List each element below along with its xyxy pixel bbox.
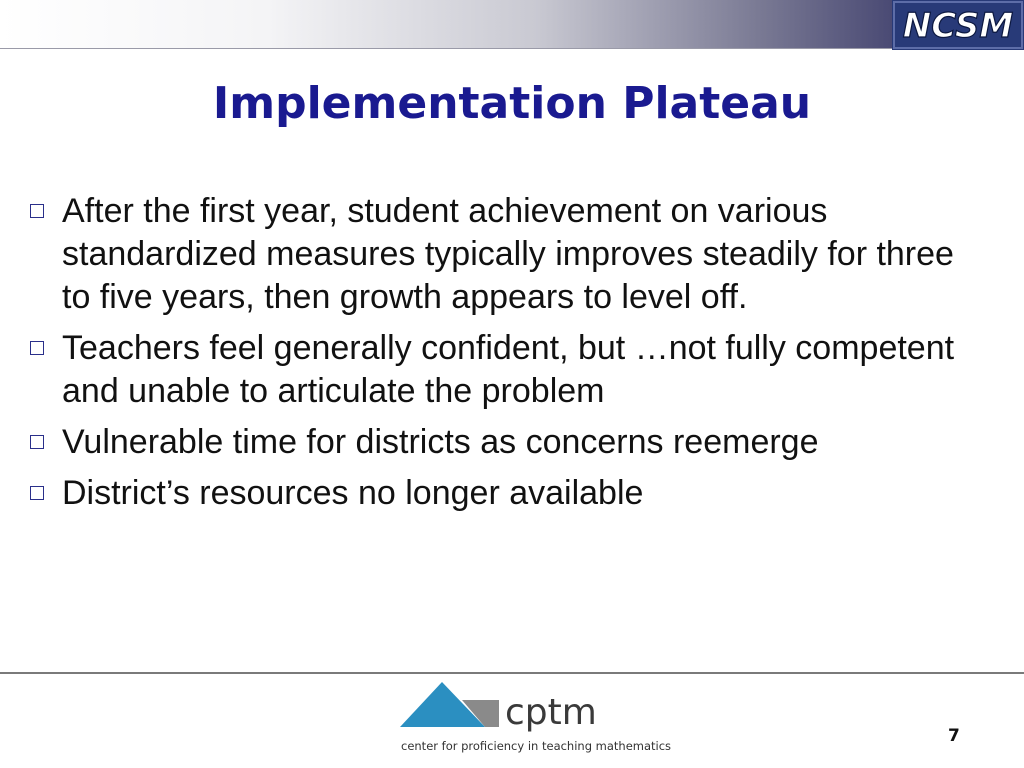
- square-bullet-icon: [30, 204, 44, 218]
- cptm-tagline: center for proficiency in teaching mathematics: [401, 739, 672, 753]
- square-bullet-icon: [30, 341, 44, 355]
- footer-divider: [0, 672, 1024, 674]
- bullet-text: Teachers feel generally confident, but …not fully competent and unable to articulate the problem: [62, 329, 955, 410]
- square-bullet-icon: [30, 486, 44, 500]
- page-number: 7: [948, 726, 960, 746]
- bullet-item: [24, 190, 984, 319]
- bullet-text: After the first year, student achievement on various standardized measures typically improves steadily for three to five years, then growth appears to level off.: [62, 192, 954, 316]
- bullet-item: [24, 327, 984, 413]
- bullet-list: [24, 190, 984, 523]
- bullet-item: [24, 472, 984, 515]
- slide-title: Implementation Plateau: [212, 78, 812, 129]
- bullet-text: District’s resources no longer available: [62, 474, 644, 512]
- ncsm-logo: [892, 0, 1024, 50]
- square-bullet-icon: [30, 435, 44, 449]
- bullet-item: [24, 421, 984, 464]
- ncsm-logo-text: NCSM: [902, 6, 1014, 46]
- cptm-logo-text: cptm: [505, 692, 597, 733]
- header-gradient-bar: [0, 0, 892, 49]
- bullet-text: Vulnerable time for districts as concerns reemerge: [62, 423, 819, 461]
